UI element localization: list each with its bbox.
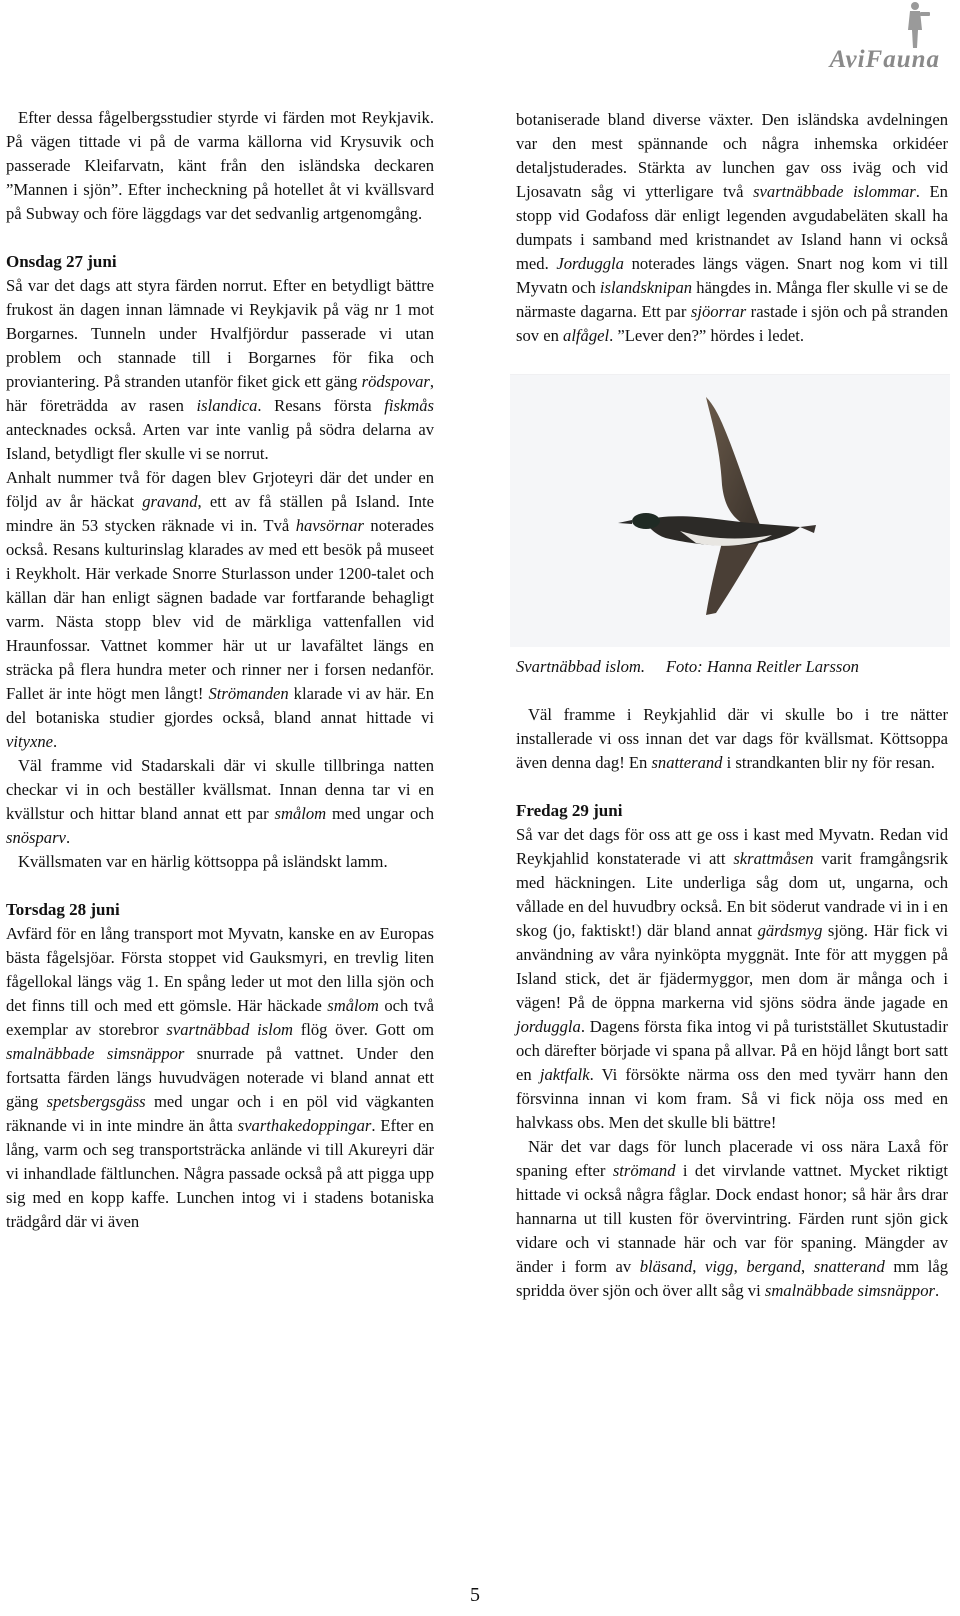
caption-species: Svartnäbbad islom. (516, 657, 646, 676)
heading-onsdag: Onsdag 27 juni (6, 252, 117, 271)
photo-caption (516, 655, 948, 679)
right-column (516, 108, 948, 1303)
paragraph-kvallsmat: Kvällsmaten var en härlig köttsoppa på isländskt lamm. (18, 852, 388, 871)
paragraph-fredag-2: När det var dags för lunch placerade vi oss nära Laxå för spaning efter strömand i det virvlande vattnet. Mycket riktigt hittade vi också några fåglar. Dock endast honor; så här års drar hannarna ut till kusten för övervintring. Färden runt sjön gick vidare och vi stannade här och var för spaning. Mängder av änder i form av bläsand, vigg, bergand, snatterand mm låg spridda över sjön och över allt såg vi smalnäbbade simsnäppor. (516, 1137, 948, 1300)
loon-photo (510, 374, 950, 647)
paragraph-botanik: botaniserade bland diverse växter. Den isländska avdelningen var den mest spännande och några inhemska orkidéer detaljstuderades. Stärkta av lunchen gav oss iväg och vid Ljosavatn såg vi ytterligare två svartnäbbade islommar. En stopp vid Godafoss där enligt legenden avgudabeläten skall ha dumpats i samband med kristnandet av Island hann vi också med. Jorduggla noterades längs vägen. Snart nog kom vi till Myvatn och islandsknipan hängdes in. Många fler skulle vi se de närmaste dagarna. Ett par sjöorrar rastade i sjön och på stranden sov en alfågel. ”Lever den?” hördes i ledet. (516, 110, 948, 345)
left-column (6, 106, 434, 1234)
heading-fredag: Fredag 29 juni (516, 801, 623, 820)
paragraph-stadarskali: Väl framme vid Stadarskali där vi skulle tillbringa natten checkar vi in och beställer kvällsmat. Innan denna tar vi en kvällstur och hittar bland annat ett par smålom med ungar och snösparv. (6, 756, 434, 847)
birdwatcher-silhouette-icon (880, 0, 940, 48)
paragraph-fredag-1: Så var det dags för oss att ge oss i kast med Myvatn. Redan vid Reykjahlid konstaterade vi att skrattmåsen varit framgångsrik med häckningen. Lite underliga såg dom ut, ungarna, och vållade en del huvudbry också. En bit söderut vandrade vi in i en skog (jo, faktiskt!) där bland annat gärdsmyg sjöng. Här fick vi användning av våra nyinköpta myggnät. Inte för att myggen på Island stick, det är fjädermyggor, men dom är många och i vägen! På de öppna markerna vid sjöns södra ände jagade en jorduggla. Dagens första fika intog vi på turiststället Skutustadir och därefter började vi spana på allvar. På en höjd långt bort satt en jaktfalk. Vi försökte närma oss den med tyvärr hann den försvinna innan vi kom fram. Så vi fick nöja oss med en halvkass obs. Men det skulle bli bättre! (516, 825, 948, 1132)
paragraph-reykjahlid: Väl framme i Reykjahlid där vi skulle bo i tre nätter installerade vi oss innan det var dags för kvällsmat. Köttsoppa även denna dag! En snatterand i strandkanten blir ny för resan. (516, 705, 948, 772)
flying-loon-image (510, 375, 950, 647)
paragraph-onsdag-1: Så var det dags att styra färden norrut. Efter en betydligt bättre frukost än dagen innan lämnade vi Reykjavik på väg nr 1 mot Borgarnes. Tunneln under Hvalfjördur passerade vi utan problem och stannade till i Borgarnes för fika och proviantering. På stranden utanför fiket gick ett gäng rödspovar, här företrädda av rasen islandica. Resans första fiskmås antecknades också. Arten var inte vanlig på södra delarna av Island, betydligt fler skulle vi se norrut. (6, 276, 434, 463)
page-number: 5 (470, 1584, 480, 1606)
heading-torsdag: Torsdag 28 juni (6, 900, 120, 919)
paragraph-reykjavik: Efter dessa fågelbergsstudier styrde vi färden mot Reykjavik. På vägen tittade vi på de varma källorna vid Krysuvik och passerade Kleifarvatn, känt från den isländska deckaren ”Mannen i sjön”. Efter incheckning på hotellet åt vi kvällsvard på Subway och före läggdags var det sedvanlig artgenomgång. (6, 108, 434, 223)
avifauna-logo (730, 0, 940, 80)
paragraph-onsdag-2: Anhalt nummer två för dagen blev Grjoteyri där det under en följd av år häckat gravand, ett av få ställen på Island. Inte mindre än 53 stycken räknade vi in. Två havsörnar noterades också. Resans kulturinslag klarades av med ett besök på museet i Reykholt. Här verkade Snorre Sturlasson under 1200-talet och källan där han enligt sägnen badade var fortfarande behagligt varm. Nästa stopp blev vid de märkliga vattenfallen vid Hraunfossar. Vattnet kommer här ut ur lavafältet längs en sträcka på flera hundra meter och rinner ner i forsen nedanför. Fallet är inte högt men långt! Strömanden klarade vi av här. En del botaniska studier gjordes också, bland annat hittade vi vityxne. (6, 468, 435, 751)
logo-wordmark: AviFauna (829, 46, 940, 73)
caption-credit: Foto: Hanna Reitler Larsson (665, 657, 859, 676)
paragraph-torsdag: Avfärd för en lång transport mot Myvatn, kanske en av Europas bästa fågelsjöar. Första stoppet vid Gauksmyri, en trevlig liten fågellokal längs väg 1. En spång leder ut mot den lilla sjön och det finns till och med ett gömsle. Här häckade smålom och två exemplar av storebror svartnäbbad islom flög över. Gott om smalnäbbade simsnäppor snurrade på vattnet. Under den fortsatta färden längs huvudvägen noterade vi bland annat ett gäng spetsbergsgäss med ungar och i en pöl vid vägkanten räknande vi in inte mindre än åtta svarthakedoppingar. Efter en lång, varm och seg transportsträcka anlände vi till Akureyri där vi inhandlade fältlunchen. Några passade också på att pigga upp sig med en kopp kaffe. Lunchen intog vi i stadens botaniska trädgård där vi även (6, 924, 435, 1231)
